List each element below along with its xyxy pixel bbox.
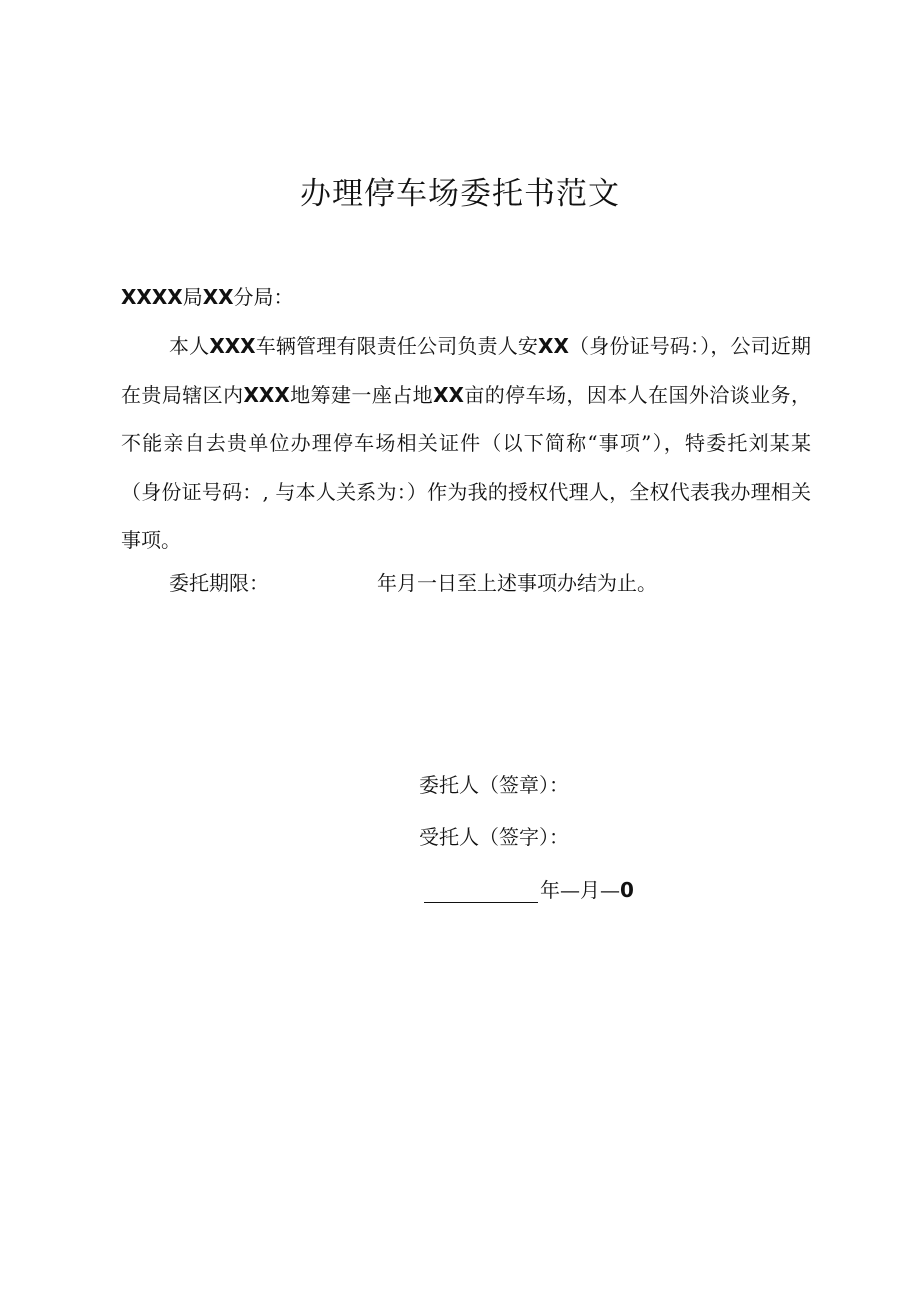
term-value: 年月一日至上述事项办结为止。 — [377, 571, 657, 595]
document-title: 办理停车场委托书范文 — [300, 176, 620, 212]
salutation-branch-suffix: 分局： — [233, 285, 294, 309]
date-text: 年—月— — [540, 878, 620, 902]
area-code: XXX — [243, 382, 290, 407]
person-code: XX — [538, 334, 569, 358]
date-blank-underline — [424, 880, 538, 903]
date-line — [424, 874, 634, 903]
body-text-2: 车辆管理有限责任公司负责人安 — [255, 334, 539, 358]
acre-code: XX — [433, 382, 464, 407]
term-label: 委托期限： — [169, 571, 269, 595]
salutation-org-code: XXXX — [121, 285, 183, 309]
date-zero: 0 — [620, 878, 634, 902]
body-text-5: 亩的停车场，因本人在国外洽谈业务，不能亲自去贵单位办理停车场相关证件（以下简称“事项”），特委托刘某某（身份证号码：, 与本人关系为：）作为我的授权代理人，全权代表我办理相关事项。 — [121, 382, 812, 552]
body-text-4: 地筹建一座占地 — [289, 382, 434, 407]
agent-signature: 受托人（签字）： — [419, 825, 569, 849]
salutation-bureau: 局 — [182, 285, 203, 309]
principal-signature: 委托人（签章）： — [419, 773, 569, 797]
company-code: XXX — [209, 334, 256, 358]
body-text-1: 本人 — [169, 334, 210, 358]
term-line — [169, 567, 657, 596]
body-paragraph — [121, 322, 811, 565]
salutation-branch-code: XX — [202, 285, 234, 309]
salutation — [121, 281, 294, 310]
body-text-3: （身份证号码：），公司近期在贵局辖区内 — [121, 334, 812, 407]
